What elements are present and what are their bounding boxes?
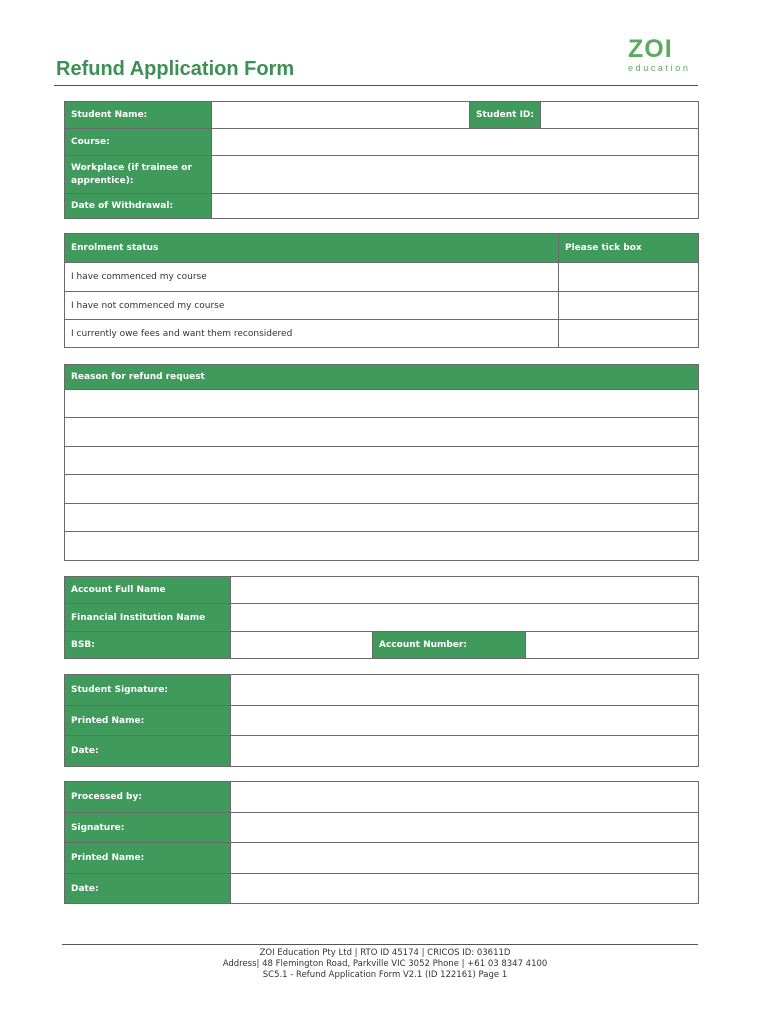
financial-institution-field[interactable] (231, 604, 699, 632)
refund-reason-line[interactable] (65, 418, 699, 447)
account-number-label: Account Number: (373, 632, 526, 659)
logo-subtitle: education (628, 63, 691, 73)
workplace-field[interactable] (212, 156, 699, 194)
footer-document-line: SC5.1 - Refund Application Form V2.1 (ID 122161) Page 1 (262, 970, 508, 980)
account-details-table (64, 576, 699, 659)
student-date-label: Date: (65, 736, 231, 767)
workplace-label: Workplace (if trainee or apprentice): (65, 156, 212, 194)
student-name-field[interactable] (212, 102, 470, 129)
student-signature-label: Student Signature: (65, 675, 231, 706)
processor-date-field[interactable] (231, 874, 699, 904)
processing-table (64, 781, 699, 904)
enrolment-option: I currently owe fees and want them reconsidered (65, 320, 559, 348)
tick-box-header: Please tick box (559, 234, 699, 263)
financial-institution-label: Financial Institution Name (65, 604, 231, 632)
enrolment-tick-box[interactable] (559, 263, 699, 292)
account-full-name-label: Account Full Name (65, 577, 231, 604)
bsb-field[interactable] (231, 632, 373, 659)
enrolment-tick-box[interactable] (559, 292, 699, 320)
processor-printed-name-field[interactable] (231, 843, 699, 874)
refund-reason-table (64, 364, 699, 561)
refund-reason-header: Reason for refund request (65, 365, 699, 390)
account-full-name-field[interactable] (231, 577, 699, 604)
student-details-table (64, 101, 699, 219)
student-id-field[interactable] (541, 102, 699, 129)
footer-divider (62, 944, 698, 945)
zoi-logo (628, 36, 690, 78)
logo-wordmark: ZOI (628, 35, 673, 63)
refund-reason-line[interactable] (65, 532, 699, 561)
processed-by-label: Processed by: (65, 782, 231, 813)
withdrawal-date-field[interactable] (212, 194, 699, 219)
enrolment-option: I have not commenced my course (65, 292, 559, 320)
page-footer (0, 948, 770, 981)
student-date-field[interactable] (231, 736, 699, 767)
processor-date-label: Date: (65, 874, 231, 904)
student-printed-name-label: Printed Name: (65, 706, 231, 736)
refund-reason-line[interactable] (65, 475, 699, 504)
student-signature-field[interactable] (231, 675, 699, 706)
student-printed-name-field[interactable] (231, 706, 699, 736)
processed-by-field[interactable] (231, 782, 699, 813)
account-number-field[interactable] (526, 632, 699, 659)
student-name-label: Student Name: (65, 102, 212, 129)
course-label: Course: (65, 129, 212, 156)
title-divider (54, 85, 698, 86)
footer-company-line: ZOI Education Pty Ltd | RTO ID 45174 | CRICOS ID: 03611D (259, 948, 511, 958)
student-id-label: Student ID: (470, 102, 541, 129)
refund-reason-line[interactable] (65, 390, 699, 418)
processor-signature-field[interactable] (231, 813, 699, 843)
bsb-label: BSB: (65, 632, 231, 659)
student-signature-table (64, 674, 699, 767)
processor-signature-label: Signature: (65, 813, 231, 843)
refund-reason-line[interactable] (65, 504, 699, 532)
enrolment-status-header: Enrolment status (65, 234, 559, 263)
enrolment-status-table (64, 233, 699, 348)
enrolment-tick-box[interactable] (559, 320, 699, 348)
footer-address-line: Address| 48 Flemington Road, Parkville VIC 3052 Phone | +61 03 8347 4100 (222, 959, 548, 969)
processor-printed-name-label: Printed Name: (65, 843, 231, 874)
refund-reason-line[interactable] (65, 447, 699, 475)
withdrawal-date-label: Date of Withdrawal: (65, 194, 212, 219)
course-field[interactable] (212, 129, 699, 156)
enrolment-option: I have commenced my course (65, 263, 559, 292)
page-title: Refund Application Form (56, 58, 295, 80)
